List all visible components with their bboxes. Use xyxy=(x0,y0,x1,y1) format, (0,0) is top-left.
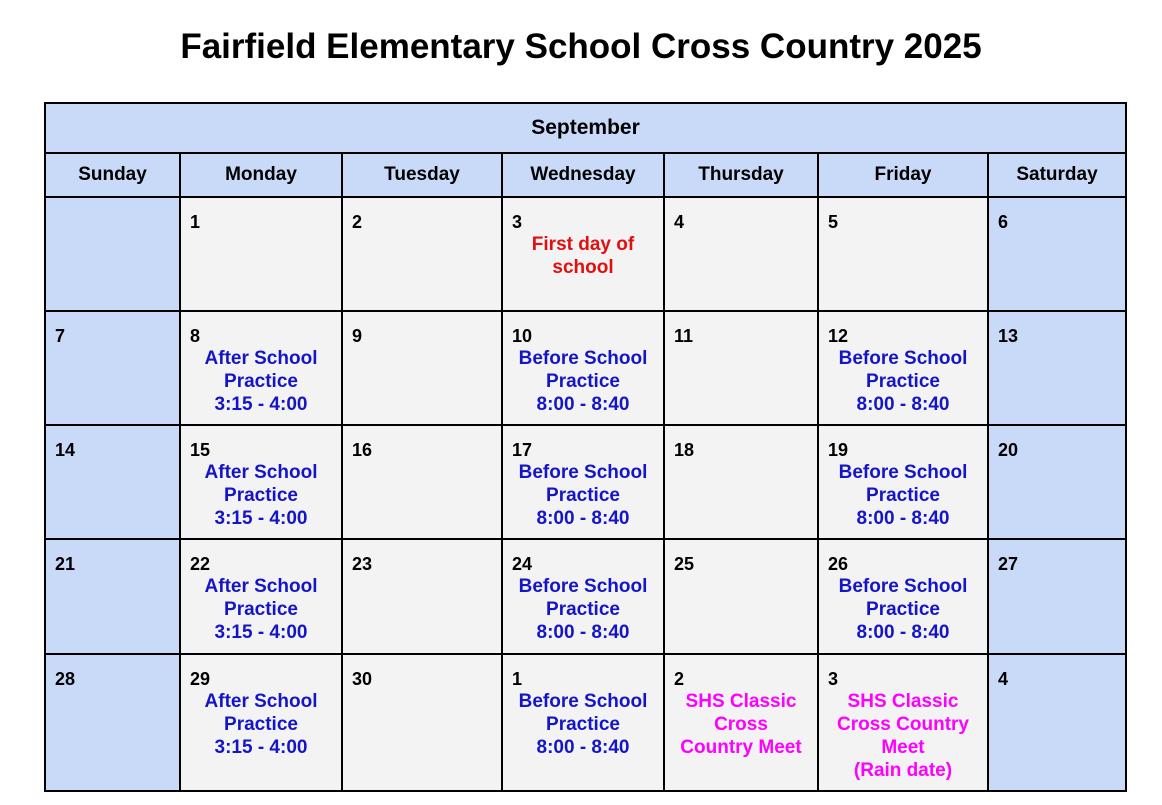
page-title: Fairfield Elementary School Cross Country 2025 xyxy=(180,27,982,66)
day-number: 8 xyxy=(190,326,201,346)
event-line: 8:00 - 8:40 xyxy=(856,622,950,643)
event-text xyxy=(181,347,341,416)
event-line: Before School xyxy=(518,576,648,597)
day-cell xyxy=(180,197,342,311)
event-line: 3:15 - 4:00 xyxy=(214,622,308,643)
day-cell xyxy=(502,197,664,311)
event-line: 8:00 - 8:40 xyxy=(856,394,950,415)
day-cell xyxy=(45,311,180,425)
day-number: 26 xyxy=(828,554,849,574)
day-cell xyxy=(502,539,664,654)
event-line: After School xyxy=(204,462,318,483)
event-text xyxy=(503,690,663,759)
event-line: Meet xyxy=(881,737,925,758)
event-line: 8:00 - 8:40 xyxy=(536,622,630,643)
week-row xyxy=(45,425,1126,539)
event-line: Country Meet xyxy=(680,737,802,758)
day-number: 30 xyxy=(352,669,373,689)
weekday-header-friday: Friday xyxy=(818,153,988,197)
day-cell xyxy=(988,539,1126,654)
event-line: 3:15 - 4:00 xyxy=(214,394,308,415)
week-row xyxy=(45,311,1126,425)
event-line: Before School xyxy=(838,348,968,369)
day-number: 18 xyxy=(674,440,695,460)
day-cell xyxy=(180,425,342,539)
day-cell xyxy=(180,654,342,791)
day-cell xyxy=(45,425,180,539)
day-number: 29 xyxy=(190,669,211,689)
event-text xyxy=(503,461,663,530)
event-line: 3:15 - 4:00 xyxy=(214,508,308,529)
day-cell xyxy=(502,311,664,425)
event-line: SHS Classic xyxy=(685,691,797,712)
event-line: Practice xyxy=(866,371,940,392)
event-line: Practice xyxy=(224,714,298,735)
week-row xyxy=(45,197,1126,311)
day-cell xyxy=(818,425,988,539)
day-cell xyxy=(45,539,180,654)
day-number: 6 xyxy=(998,212,1009,232)
event-line: Before School xyxy=(838,576,968,597)
day-cell xyxy=(180,311,342,425)
event-text xyxy=(181,690,341,759)
day-number: 16 xyxy=(352,440,373,460)
day-number: 25 xyxy=(674,554,695,574)
day-number: 21 xyxy=(55,554,76,574)
event-text xyxy=(819,690,987,782)
event-line: Practice xyxy=(866,485,940,506)
day-number: 12 xyxy=(828,326,849,346)
event-text xyxy=(819,347,987,416)
weekday-header-monday: Monday xyxy=(180,153,342,197)
event-line: Cross Country xyxy=(837,714,969,735)
event-line: Practice xyxy=(546,371,620,392)
event-text xyxy=(819,575,987,644)
day-number: 4 xyxy=(674,212,685,232)
day-number: 2 xyxy=(352,212,363,232)
day-cell xyxy=(818,311,988,425)
week-row xyxy=(45,539,1126,654)
event-line: Before School xyxy=(838,462,968,483)
day-number: 23 xyxy=(352,554,373,574)
day-number: 10 xyxy=(512,326,533,346)
day-cell xyxy=(45,654,180,791)
day-cell xyxy=(180,539,342,654)
day-number: 1 xyxy=(190,212,201,232)
day-cell xyxy=(502,425,664,539)
event-line: After School xyxy=(204,348,318,369)
day-number: 14 xyxy=(55,440,76,460)
event-text xyxy=(503,347,663,416)
day-number: 19 xyxy=(828,440,849,460)
day-number: 11 xyxy=(674,326,694,346)
day-number: 5 xyxy=(828,212,839,232)
weekday-header-thursday: Thursday xyxy=(664,153,818,197)
day-cell xyxy=(45,197,180,311)
event-line: Practice xyxy=(224,371,298,392)
event-line: Cross xyxy=(714,714,768,735)
day-cell xyxy=(818,197,988,311)
day-cell xyxy=(664,539,818,654)
event-line: Before School xyxy=(518,691,648,712)
week-row xyxy=(45,654,1126,791)
day-number: 3 xyxy=(512,212,523,232)
event-line: Practice xyxy=(866,599,940,620)
day-cell xyxy=(342,539,502,654)
event-text xyxy=(503,575,663,644)
event-line: 8:00 - 8:40 xyxy=(536,737,630,758)
event-line: First day of xyxy=(531,234,635,255)
day-cell xyxy=(664,197,818,311)
event-line: Practice xyxy=(224,599,298,620)
day-cell xyxy=(818,654,988,791)
weekday-header-wednesday: Wednesday xyxy=(502,153,664,197)
day-cell xyxy=(342,425,502,539)
day-cell xyxy=(342,311,502,425)
event-line: Practice xyxy=(224,485,298,506)
day-number: 9 xyxy=(352,326,363,346)
event-line: (Rain date) xyxy=(853,760,953,781)
event-line: 8:00 - 8:40 xyxy=(536,508,630,529)
event-line: 8:00 - 8:40 xyxy=(536,394,630,415)
day-number: 1 xyxy=(512,669,523,689)
event-line: Practice xyxy=(546,485,620,506)
event-line: Before School xyxy=(518,348,648,369)
day-number: 22 xyxy=(190,554,211,574)
day-number: 15 xyxy=(190,440,211,460)
weekday-header-sunday: Sunday xyxy=(45,153,180,197)
event-text xyxy=(665,690,817,759)
day-cell xyxy=(988,311,1126,425)
event-line: school xyxy=(552,257,614,278)
day-number: 3 xyxy=(828,669,839,689)
event-line: 3:15 - 4:00 xyxy=(214,737,308,758)
event-line: Before School xyxy=(518,462,648,483)
event-text xyxy=(819,461,987,530)
event-line: SHS Classic xyxy=(847,691,959,712)
event-line: After School xyxy=(204,576,318,597)
day-number: 17 xyxy=(512,440,533,460)
event-line: Practice xyxy=(546,599,620,620)
day-cell xyxy=(664,425,818,539)
day-number xyxy=(46,198,179,211)
event-line: After School xyxy=(204,691,318,712)
day-number: 27 xyxy=(998,554,1019,574)
day-number: 20 xyxy=(998,440,1019,460)
calendar-table xyxy=(44,102,1127,792)
event-text xyxy=(181,461,341,530)
day-cell xyxy=(988,654,1126,791)
day-cell xyxy=(988,425,1126,539)
weekday-header-tuesday: Tuesday xyxy=(342,153,502,197)
event-line: 8:00 - 8:40 xyxy=(856,508,950,529)
month-header: September xyxy=(45,103,1126,153)
day-cell xyxy=(342,197,502,311)
event-text xyxy=(181,575,341,644)
day-number: 24 xyxy=(512,554,533,574)
day-cell xyxy=(664,654,818,791)
day-number: 4 xyxy=(998,669,1009,689)
day-number: 28 xyxy=(55,669,76,689)
weekday-header-saturday: Saturday xyxy=(988,153,1126,197)
day-cell xyxy=(818,539,988,654)
day-cell xyxy=(342,654,502,791)
day-cell xyxy=(664,311,818,425)
day-number: 13 xyxy=(998,326,1019,346)
day-cell xyxy=(502,654,664,791)
day-number: 7 xyxy=(55,326,66,346)
event-text xyxy=(503,233,663,279)
day-number: 2 xyxy=(674,669,685,689)
day-cell xyxy=(988,197,1126,311)
event-line: Practice xyxy=(546,714,620,735)
